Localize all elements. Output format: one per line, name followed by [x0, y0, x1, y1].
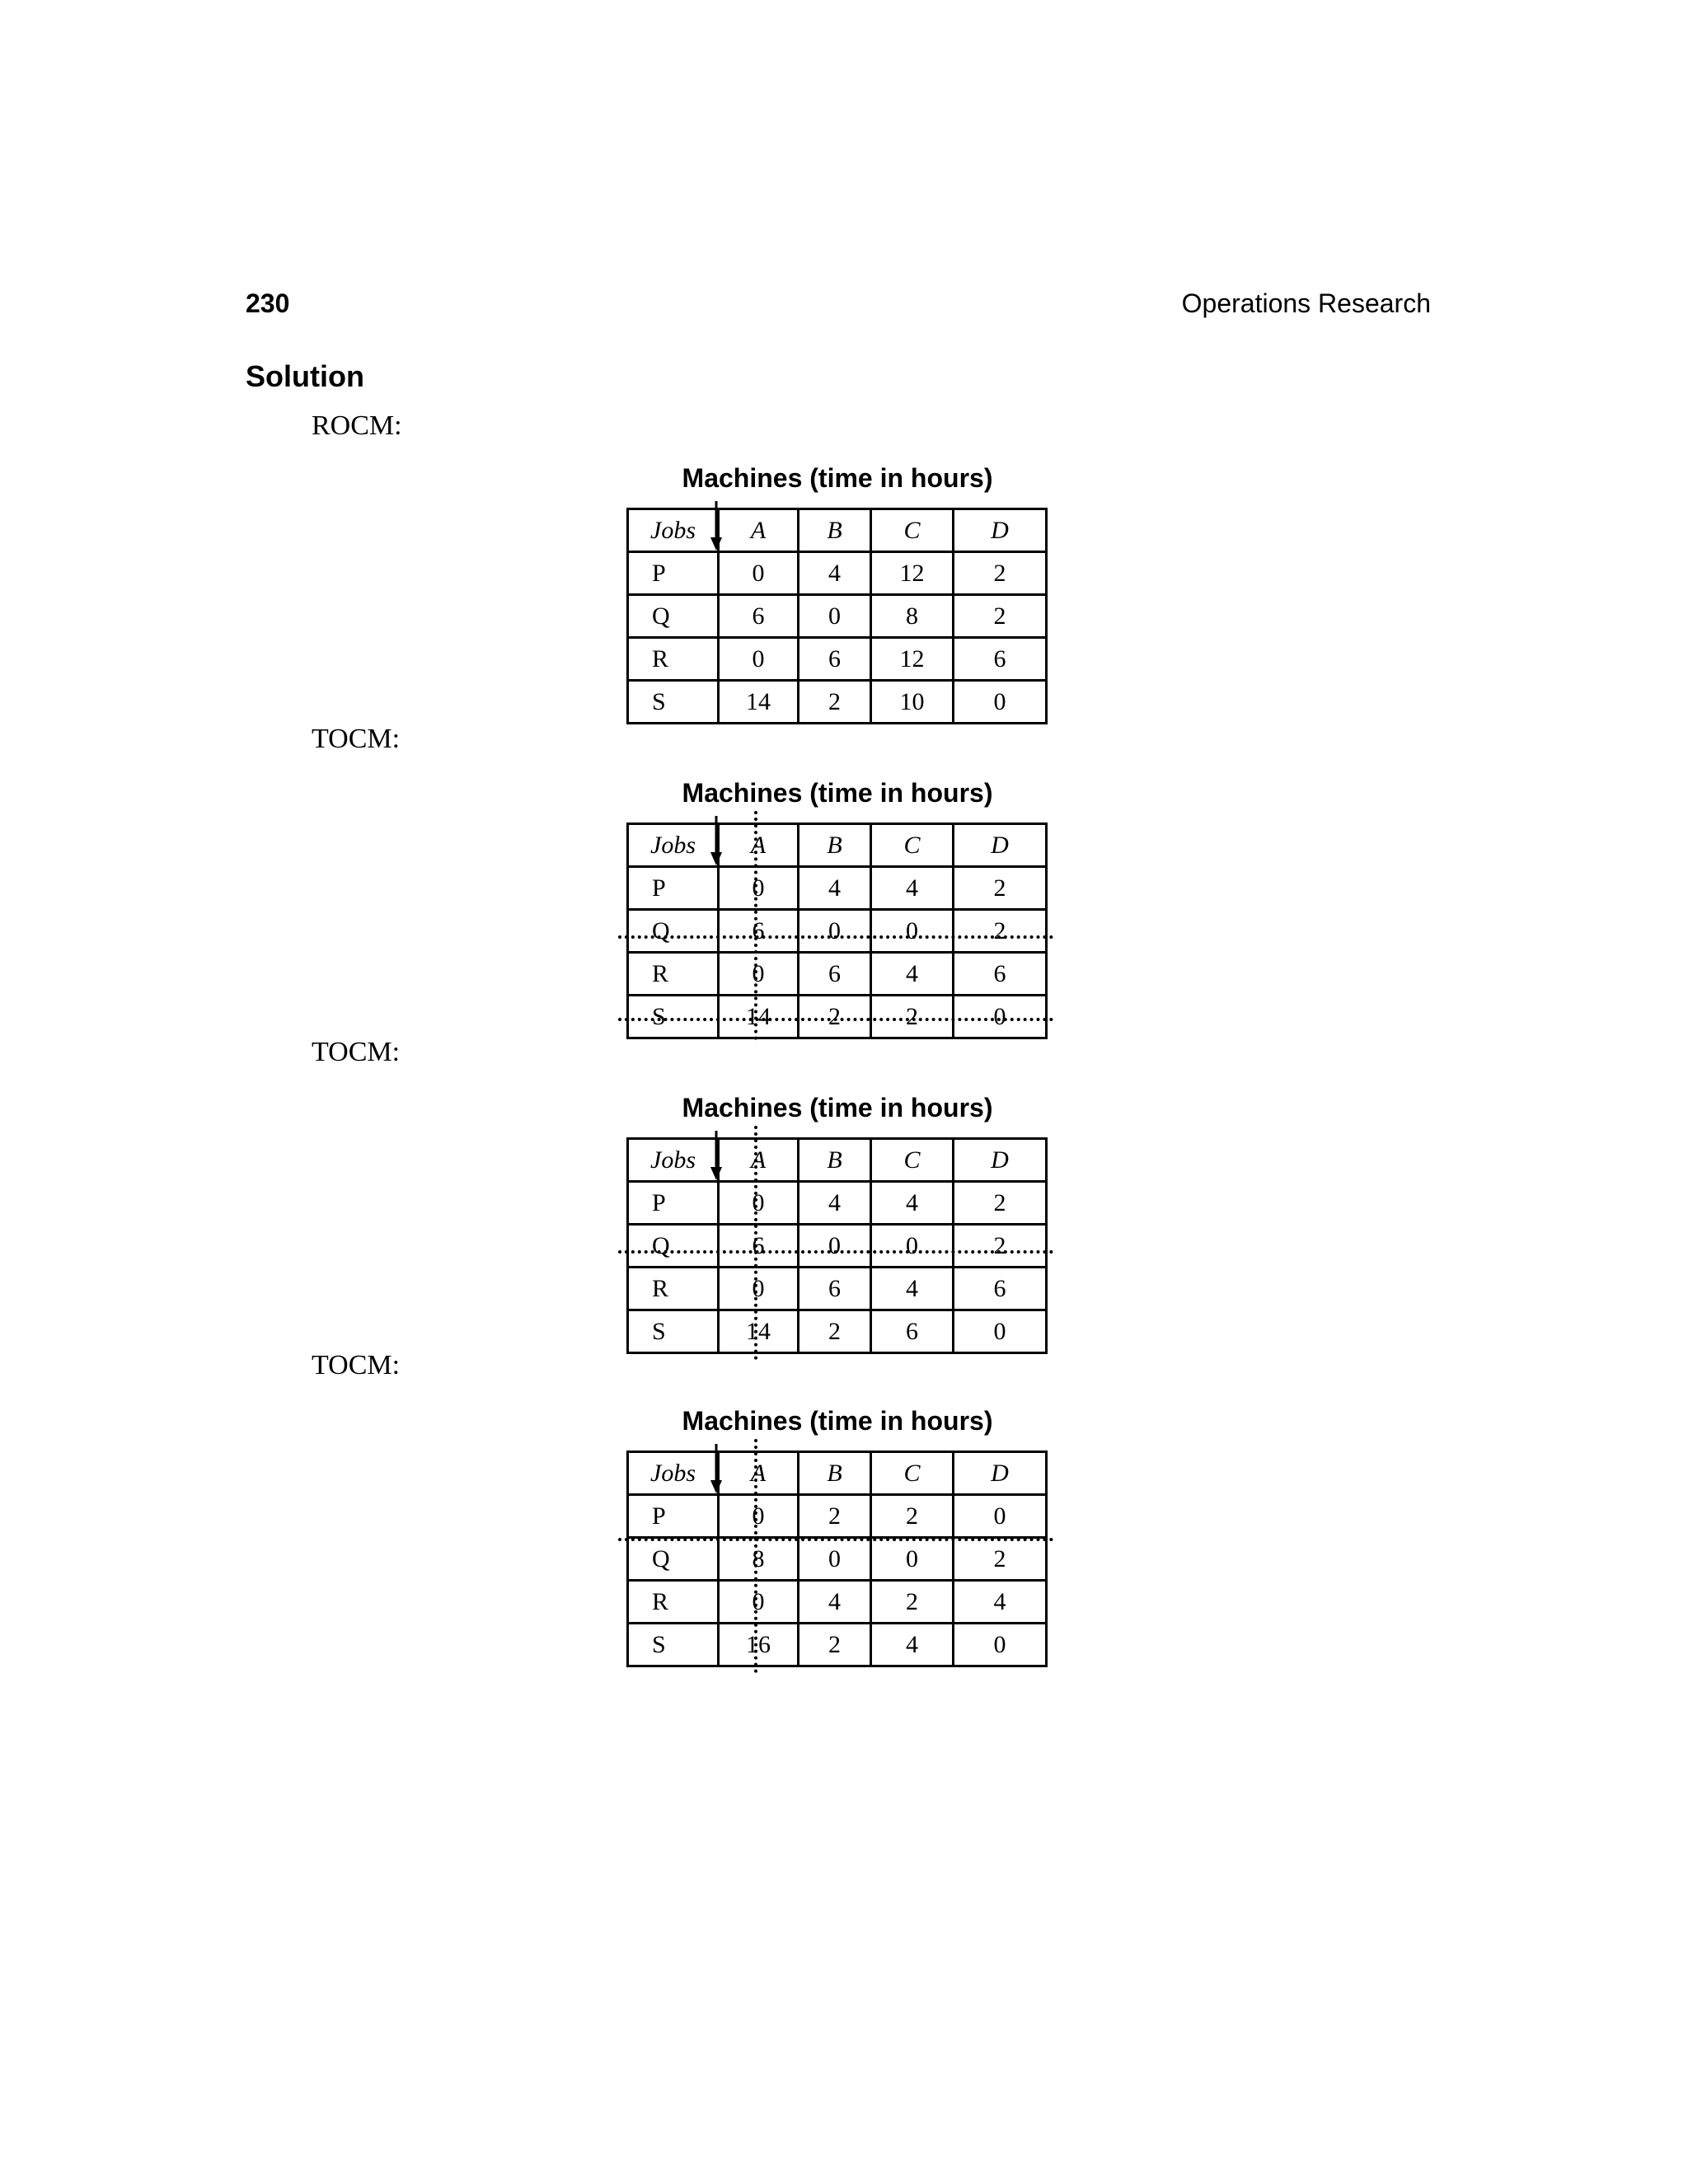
table-caption: Machines (time in hours) — [682, 1406, 993, 1436]
step-label-tocm-1: TOCM: — [312, 724, 401, 754]
corner-cell-jobs: Jobs — [628, 509, 719, 552]
down-arrow-icon — [707, 1444, 725, 1495]
page-number: 230 — [246, 288, 290, 318]
header-row — [628, 509, 1047, 552]
cell-value: 0 — [719, 1268, 799, 1310]
corner-cell-jobs: Jobs — [628, 824, 719, 867]
table-row — [628, 1268, 1047, 1310]
table-row — [628, 910, 1047, 953]
row-label: S — [628, 996, 719, 1038]
cell-value: 4 — [799, 1581, 871, 1624]
table-caption: Machines (time in hours) — [682, 1093, 993, 1122]
cell-value: 0 — [799, 1538, 871, 1581]
cell-value: 2 — [799, 996, 871, 1038]
cell-value: 8 — [871, 595, 954, 638]
cell-value: 4 — [871, 1182, 954, 1225]
cell-value: 0 — [719, 552, 799, 595]
table-row — [628, 953, 1047, 996]
cell-value: 2 — [954, 910, 1047, 953]
row-label: S — [628, 1624, 719, 1666]
row-label: S — [628, 681, 719, 724]
table-caption: Machines (time in hours) — [682, 463, 993, 493]
row-label: R — [628, 1268, 719, 1310]
column-header: C — [871, 1452, 954, 1495]
cell-value: 2 — [799, 1624, 871, 1666]
cell-value: 6 — [719, 595, 799, 638]
cell-value: 0 — [719, 1495, 799, 1538]
assignment-matrix — [626, 823, 1048, 1039]
row-label: R — [628, 1581, 719, 1624]
column-header: D — [954, 1139, 1047, 1182]
cell-value: 0 — [954, 681, 1047, 724]
assignment-matrix — [626, 1137, 1048, 1354]
cover-line-column-a — [754, 811, 757, 1040]
cell-value: 0 — [799, 1225, 871, 1268]
cell-value: 6 — [954, 953, 1047, 996]
column-header: B — [799, 1139, 871, 1182]
row-label: P — [628, 867, 719, 910]
down-arrow-icon — [707, 501, 725, 552]
cover-line-between-p-q — [618, 1538, 1053, 1541]
assignment-matrix — [626, 1451, 1048, 1667]
row-label: Q — [628, 595, 719, 638]
cell-value: 0 — [799, 595, 871, 638]
corner-cell-jobs: Jobs — [628, 1139, 719, 1182]
table-row — [628, 1310, 1047, 1353]
cell-value: 0 — [871, 910, 954, 953]
cell-value: 0 — [871, 1225, 954, 1268]
column-header: C — [871, 824, 954, 867]
row-label: P — [628, 1495, 719, 1538]
cell-value: 2 — [954, 1538, 1047, 1581]
cell-value: 2 — [871, 996, 954, 1038]
down-arrow-icon — [707, 1131, 725, 1182]
cell-value: 6 — [954, 1268, 1047, 1310]
header-row — [628, 824, 1047, 867]
cell-value: 0 — [799, 910, 871, 953]
section-heading: Solution — [246, 359, 364, 393]
header-row — [628, 1139, 1047, 1182]
cell-value: 2 — [954, 595, 1047, 638]
column-header: D — [954, 509, 1047, 552]
table-row — [628, 638, 1047, 681]
cell-value: 4 — [799, 1182, 871, 1225]
column-header: D — [954, 824, 1047, 867]
row-label: P — [628, 1182, 719, 1225]
cell-value: 4 — [871, 1268, 954, 1310]
cell-value: 0 — [719, 1581, 799, 1624]
table-row — [628, 867, 1047, 910]
cell-value: 0 — [719, 638, 799, 681]
table-row — [628, 1624, 1047, 1666]
table-row — [628, 1182, 1047, 1225]
cell-value: 0 — [871, 1538, 954, 1581]
cell-value: 12 — [871, 552, 954, 595]
cell-value: 6 — [871, 1310, 954, 1353]
cell-value: 6 — [799, 638, 871, 681]
column-header: D — [954, 1452, 1047, 1495]
cell-value: 2 — [954, 552, 1047, 595]
cell-value: 8 — [719, 1538, 799, 1581]
table-row — [628, 1538, 1047, 1581]
row-label: Q — [628, 1538, 719, 1581]
cell-value: 4 — [799, 552, 871, 595]
step-label-tocm-3: TOCM: — [312, 1350, 401, 1380]
cell-value: 14 — [719, 681, 799, 724]
cover-line-row-q — [618, 1250, 1053, 1254]
cell-value: 14 — [719, 1310, 799, 1353]
step-label-rocm: ROCM: — [312, 410, 402, 441]
column-header: C — [871, 509, 954, 552]
matrix-block-tocm-2 — [626, 1091, 1048, 1345]
assignment-matrix — [626, 508, 1048, 724]
column-header: C — [871, 1139, 954, 1182]
matrix-block-tocm-3 — [626, 1404, 1048, 1658]
cell-value: 0 — [954, 1495, 1047, 1538]
column-header: B — [799, 509, 871, 552]
cover-line-column-a — [754, 1126, 757, 1360]
matrix-block-rocm — [626, 462, 1048, 715]
cover-line-column-a — [754, 1439, 757, 1673]
row-label: R — [628, 953, 719, 996]
cell-value: 6 — [954, 638, 1047, 681]
table-caption: Machines (time in hours) — [682, 778, 993, 808]
cell-value: 6 — [799, 953, 871, 996]
row-label: Q — [628, 1225, 719, 1268]
cell-value: 2 — [871, 1495, 954, 1538]
cell-value: 4 — [871, 867, 954, 910]
row-label: S — [628, 1310, 719, 1353]
matrix-block-tocm-1 — [626, 776, 1048, 1030]
row-label: Q — [628, 910, 719, 953]
cell-value: 0 — [719, 953, 799, 996]
cell-value: 0 — [719, 1182, 799, 1225]
row-label: R — [628, 638, 719, 681]
row-label: P — [628, 552, 719, 595]
cell-value: 2 — [799, 1310, 871, 1353]
cell-value: 6 — [719, 1225, 799, 1268]
table-row — [628, 1581, 1047, 1624]
cell-value: 0 — [954, 1624, 1047, 1666]
cell-value: 16 — [719, 1624, 799, 1666]
header-row — [628, 1452, 1047, 1495]
column-header: B — [799, 824, 871, 867]
down-arrow-icon — [707, 816, 725, 867]
step-label-tocm-2: TOCM: — [312, 1037, 401, 1067]
cell-value: 0 — [954, 1310, 1047, 1353]
table-row — [628, 595, 1047, 638]
table-row — [628, 552, 1047, 595]
cell-value: 2 — [799, 1495, 871, 1538]
table-row — [628, 1495, 1047, 1538]
column-header: A — [719, 824, 799, 867]
cover-line-row-s — [618, 1018, 1053, 1021]
cell-value: 4 — [799, 867, 871, 910]
cell-value: 2 — [799, 681, 871, 724]
column-header: A — [719, 1452, 799, 1495]
cell-value: 2 — [954, 1225, 1047, 1268]
column-header: A — [719, 509, 799, 552]
cell-value: 4 — [871, 953, 954, 996]
cell-value: 2 — [954, 867, 1047, 910]
cell-value: 2 — [954, 1182, 1047, 1225]
table-row — [628, 996, 1047, 1038]
cell-value: 4 — [954, 1581, 1047, 1624]
cell-value: 14 — [719, 996, 799, 1038]
cell-value: 6 — [719, 910, 799, 953]
column-header: B — [799, 1452, 871, 1495]
table-row — [628, 1225, 1047, 1268]
cell-value: 2 — [871, 1581, 954, 1624]
corner-cell-jobs: Jobs — [628, 1452, 719, 1495]
cell-value: 6 — [799, 1268, 871, 1310]
running-head: Operations Research — [1181, 288, 1431, 318]
cell-value: 10 — [871, 681, 954, 724]
cell-value: 0 — [719, 867, 799, 910]
cell-value: 12 — [871, 638, 954, 681]
table-row — [628, 681, 1047, 724]
cell-value: 4 — [871, 1624, 954, 1666]
cell-value: 0 — [954, 996, 1047, 1038]
cover-line-row-q — [618, 935, 1053, 939]
column-header: A — [719, 1139, 799, 1182]
